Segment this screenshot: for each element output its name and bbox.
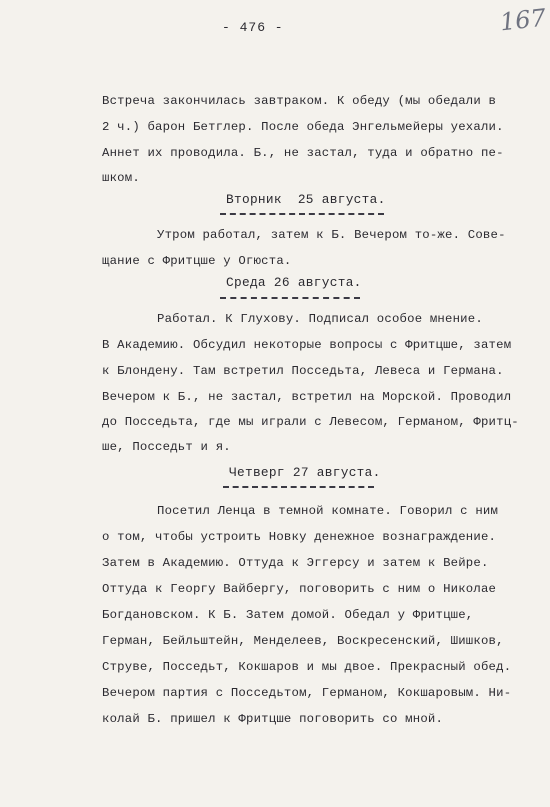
text-line: Богдановском. К Б. Затем домой. Обедал у Фритцше, xyxy=(102,608,474,622)
text-line: Вечером к Б., не застал, встретил на Морской. Проводил xyxy=(102,390,512,404)
text-line: Затем в Академию. Оттуда к Эггерсу и затем к Вейре. xyxy=(102,556,489,570)
handwritten-page-number: 167 xyxy=(498,3,548,37)
text-line: 2 ч.) барон Бетглер. После обеда Энгельмейеры уехали. xyxy=(102,120,504,134)
heading-underline xyxy=(223,486,374,488)
text-line: Встреча закончилась завтраком. К обеду (мы обедали в xyxy=(102,94,497,108)
text-line: Аннет их проводила. Б., не застал, туда и обратно пе- xyxy=(102,146,504,160)
date-heading: Вторник 25 августа. xyxy=(226,192,386,207)
text-line: к Блондену. Там встретил Посседьта, Левеса и Германа. xyxy=(102,364,504,378)
text-line: Вечером партия с Посседьтом, Германом, Кокшаровым. Ни- xyxy=(102,686,512,700)
text-line: колай Б. пришел к Фритцше поговорить со мной. xyxy=(102,712,444,726)
text-line: до Посседьта, где мы играли с Левесом, Германом, Фритц- xyxy=(102,415,519,429)
text-line: щание с Фритцше у Огюста. xyxy=(102,254,292,268)
text-line: Герман, Бейльштейн, Менделеев, Воскресенский, Шишков, xyxy=(102,634,504,648)
text-line: Посетил Ленца в темной комнате. Говорил с ним xyxy=(157,504,499,518)
text-line: Утром работал, затем к Б. Вечером то-же. Сове- xyxy=(157,228,506,242)
date-heading: Среда 26 августа. xyxy=(226,275,362,290)
text-line: Струве, Посседьт, Кокшаров и мы двое. Прекрасный обед. xyxy=(102,660,512,674)
heading-underline xyxy=(220,213,384,215)
text-line: В Академию. Обсудил некоторые вопросы с Фритцше, затем xyxy=(102,338,512,352)
text-line: Оттуда к Георгу Вайбергу, поговорить с ним о Николае xyxy=(102,582,497,596)
text-line: ше, Посседьт и я. xyxy=(102,440,231,454)
heading-underline xyxy=(220,297,360,299)
date-heading: Четверг 27 августа. xyxy=(229,465,381,480)
text-line: о том, чтобы устроить Новку денежное вознаграждение. xyxy=(102,530,497,544)
text-line: Работал. К Глухову. Подписал особое мнение. xyxy=(157,312,483,326)
page-number: - 476 - xyxy=(222,20,284,35)
text-line: шком. xyxy=(102,171,140,185)
